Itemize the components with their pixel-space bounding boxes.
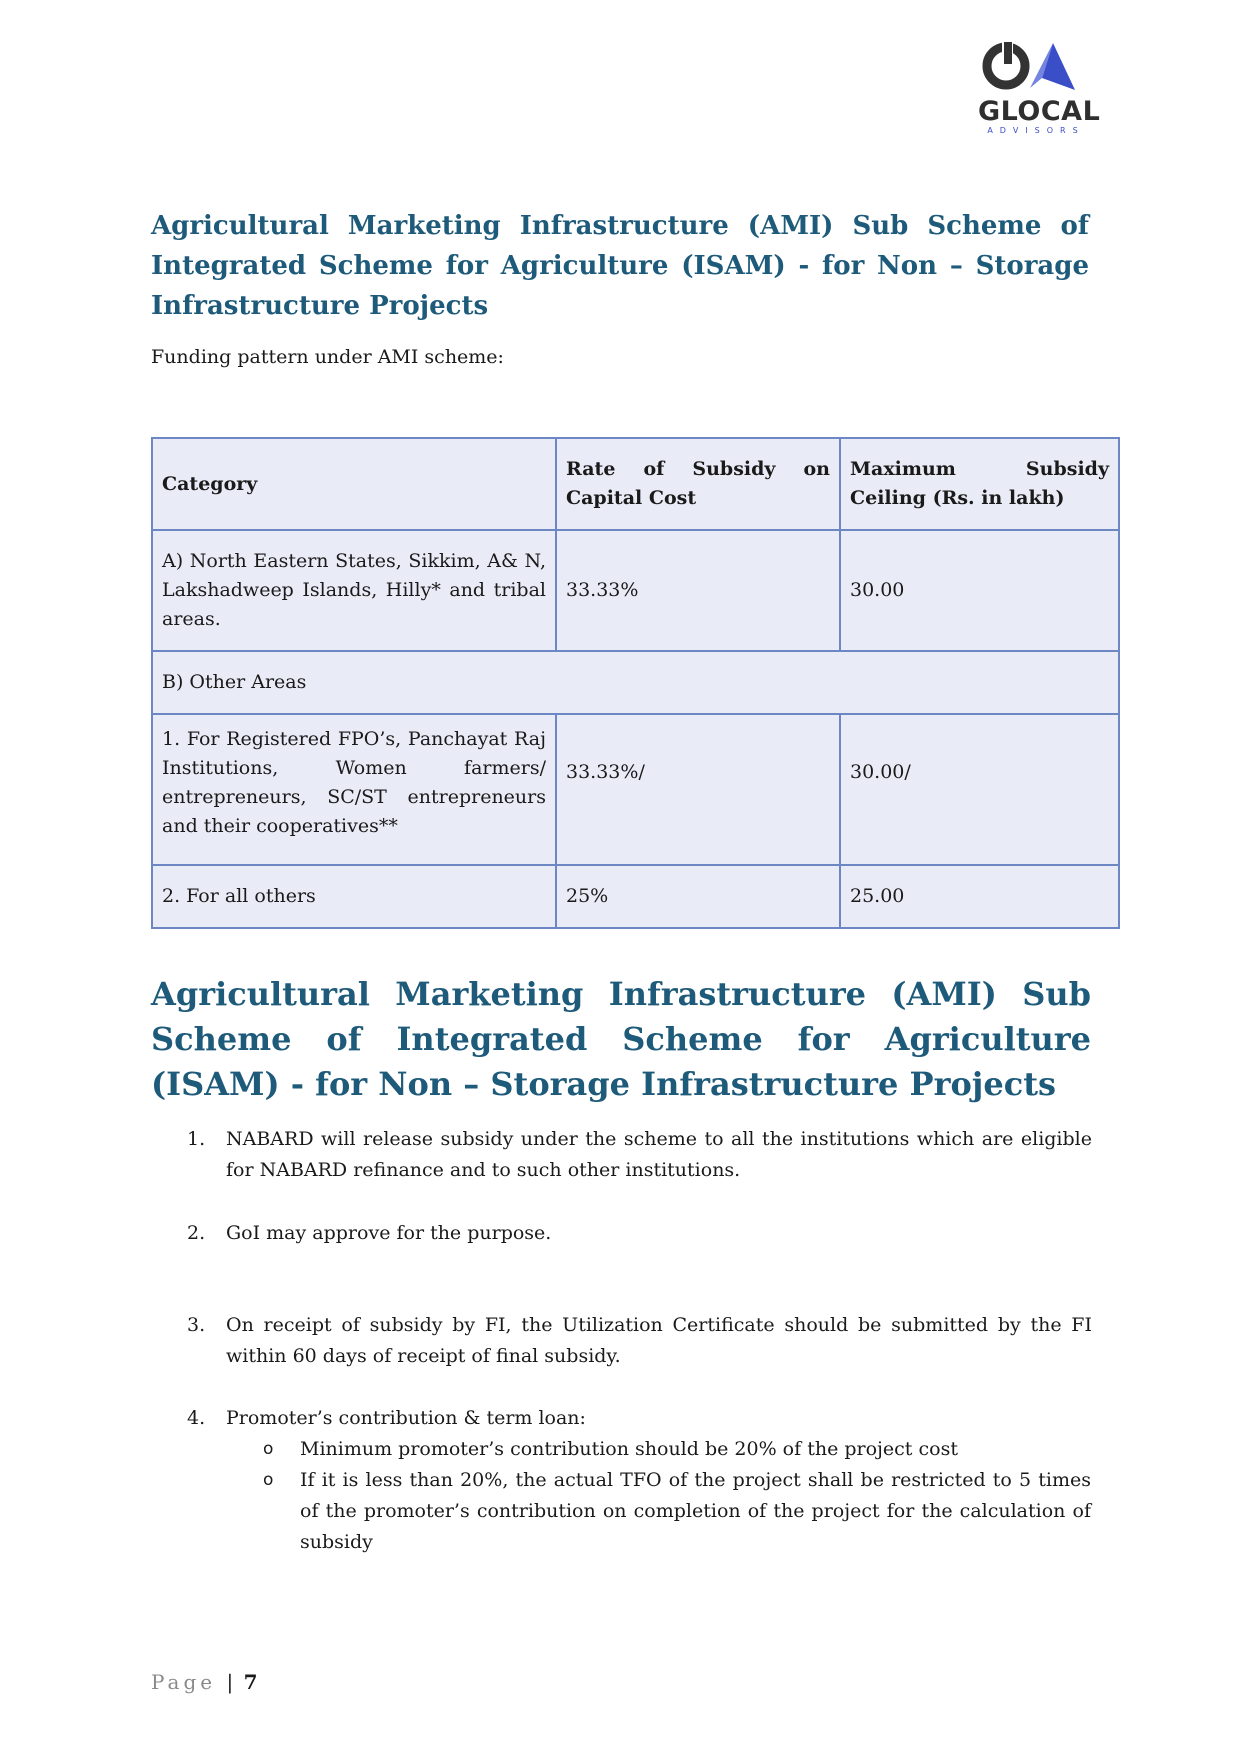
list-number: 4. xyxy=(187,1407,206,1429)
table-header-row xyxy=(152,438,1119,530)
funding-intro: Funding pattern under AMI scheme: xyxy=(151,346,504,368)
ceiling-cell: 25.00 xyxy=(840,865,1119,928)
list-number: 3. xyxy=(187,1314,206,1336)
logo-mark-icon xyxy=(978,40,1090,96)
list-text: On receipt of subsidy by FI, the Utilization Certificate should be submitted by the FI within 60 days of receipt of final subsidy. xyxy=(226,1314,1092,1367)
category-cell: 1. For Registered FPO’s, Panchayat Raj Institutions, Women farmers/ entrepreneurs, SC/ST entrepreneurs and their cooperatives** xyxy=(152,714,556,865)
category-group-cell: B) Other Areas xyxy=(152,651,1119,714)
bullet-marker: o xyxy=(263,1439,274,1459)
logo-name: GLOCAL xyxy=(978,96,1101,127)
section-heading: Agricultural Marketing Infrastructure (AMI) Sub Scheme of Integrated Scheme for Agriculture (ISAM) - for Non – Storage Infrastructure Projects xyxy=(151,975,1091,1103)
header-category: Category xyxy=(152,438,556,530)
rate-cell: 25% xyxy=(556,865,840,928)
page-separator: | xyxy=(226,1670,234,1694)
page-label: Page xyxy=(151,1670,217,1694)
ceiling-cell: 30.00/ xyxy=(840,714,1119,865)
table-row xyxy=(152,530,1119,651)
table-row xyxy=(152,651,1119,714)
glocal-logo xyxy=(978,40,1101,140)
bullet-marker: o xyxy=(263,1470,274,1490)
list-text: NABARD will release subsidy under the scheme to all the institutions which are eligible for NABARD refinance and to such other institutions. xyxy=(226,1128,1092,1181)
rate-cell: 33.33% xyxy=(556,530,840,651)
category-cell: A) North Eastern States, Sikkim, A& N, Lakshadweep Islands, Hilly* and tribal areas. xyxy=(152,530,556,651)
table-row xyxy=(152,865,1119,928)
list-number: 1. xyxy=(187,1128,206,1150)
list-number: 2. xyxy=(187,1222,206,1244)
header-ceiling: Maximum Subsidy Ceiling (Rs. in lakh) xyxy=(840,438,1119,530)
page-footer xyxy=(151,1670,258,1694)
section-title: Agricultural Marketing Infrastructure (AMI) Sub Scheme of Integrated Scheme for Agriculture (ISAM) - for Non – Storage Infrastructure Projects xyxy=(151,211,1089,321)
ceiling-cell: 30.00 xyxy=(840,530,1119,651)
bullet-text: If it is less than 20%, the actual TFO of the project shall be restricted to 5 times of the promoter’s contribution on completion of the project for the calculation of subsidy xyxy=(300,1469,1091,1553)
category-cell: 2. For all others xyxy=(152,865,556,928)
logo-subtitle: ADVISORS xyxy=(987,126,1085,135)
funding-table xyxy=(151,437,1120,929)
header-rate: Rate of Subsidy on Capital Cost xyxy=(556,438,840,530)
list-text: Promoter’s contribution & term loan: xyxy=(226,1407,586,1429)
rate-cell: 33.33%/ xyxy=(556,714,840,865)
page-number: 7 xyxy=(243,1670,258,1694)
table-row xyxy=(152,714,1119,865)
bullet-text: Minimum promoter’s contribution should be 20% of the project cost xyxy=(300,1438,958,1460)
list-text: GoI may approve for the purpose. xyxy=(226,1222,552,1244)
